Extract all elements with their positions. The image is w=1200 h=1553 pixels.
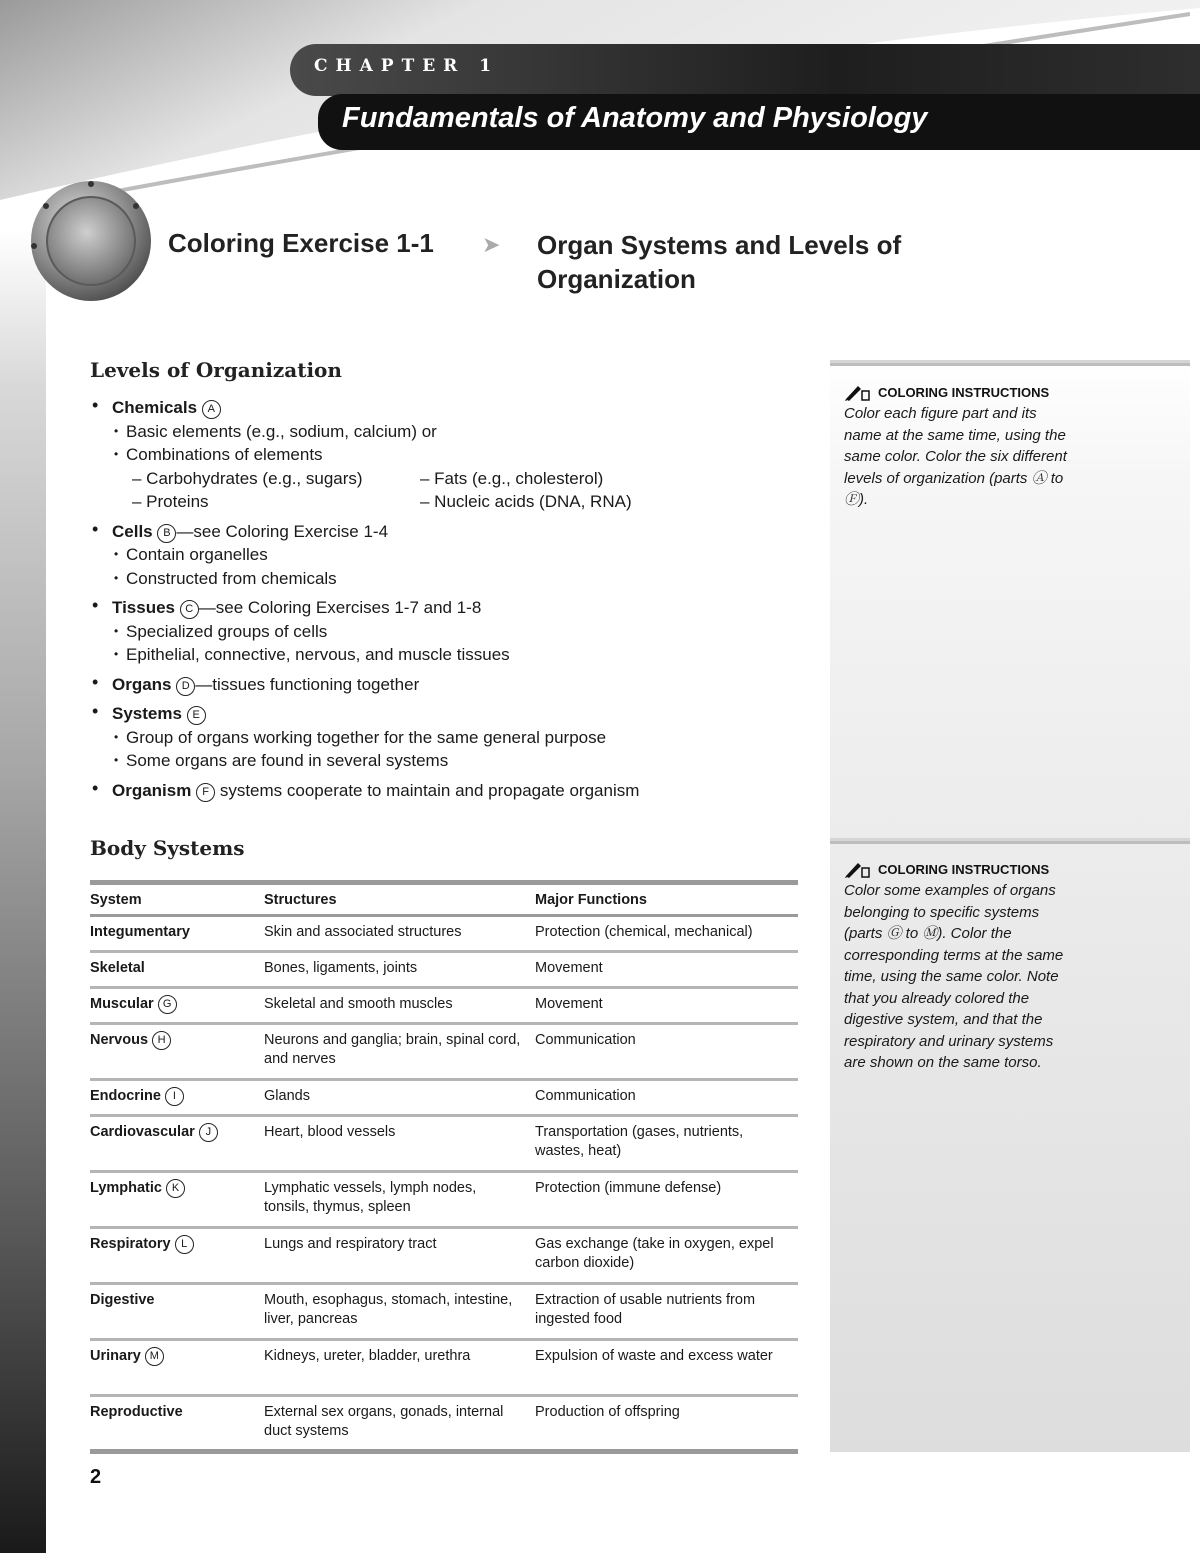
instructions-heading: COLORING INSTRUCTIONS xyxy=(878,861,1050,877)
letter-badge: D xyxy=(176,677,195,696)
exercise-arrow-icon: ➤ xyxy=(482,232,501,257)
table-row xyxy=(90,1284,798,1340)
level-name: Tissues xyxy=(112,598,176,617)
levels-list xyxy=(90,396,810,808)
level-detail: • Group of organs working together for the same general purpose xyxy=(112,726,810,750)
system-functions: Protection (chemical, mechanical) xyxy=(535,916,798,952)
letter-badge: A xyxy=(202,400,221,419)
level-name: Systems xyxy=(112,704,182,723)
system-name: Cardiovascular xyxy=(90,1124,195,1140)
level-note: —tissues functioning together xyxy=(195,674,420,694)
pencil-icon xyxy=(844,860,870,878)
column-header: System xyxy=(90,885,264,916)
level-detail: • Some organs are found in several systems xyxy=(112,749,810,773)
table-row xyxy=(90,1396,798,1452)
table-row xyxy=(90,1340,798,1396)
level-organism xyxy=(90,779,810,803)
level-detail: • Basic elements (e.g., sodium, calcium) or xyxy=(112,420,810,444)
level-name: Organism xyxy=(112,780,192,800)
table-row xyxy=(90,988,798,1024)
letter-badge: M xyxy=(145,1347,164,1366)
chapter-label: CHAPTER 1 xyxy=(314,56,500,76)
body-systems-heading: Body Systems xyxy=(90,836,245,860)
system-functions: Movement xyxy=(535,952,798,988)
system-name: Nervous xyxy=(90,1032,149,1048)
system-functions: Communication xyxy=(535,1024,798,1080)
letter-badge: H xyxy=(152,1031,171,1050)
table-row xyxy=(90,916,798,952)
level-detail: • Constructed from chemicals xyxy=(112,567,810,591)
system-structures: Skin and associated structures xyxy=(264,916,535,952)
level-detail: • Contain organelles xyxy=(112,543,810,567)
system-functions: Gas exchange (take in oxygen, expel carbon dioxide) xyxy=(535,1228,798,1284)
system-structures: Mouth, esophagus, stomach, intestine, liver, pancreas xyxy=(264,1284,535,1340)
level-name: Cells xyxy=(112,521,153,541)
orb-icon xyxy=(26,176,156,306)
level-note: —see Coloring Exercise 1-4 xyxy=(176,521,389,541)
system-structures: Skeletal and smooth muscles xyxy=(264,988,535,1024)
table-row xyxy=(90,1116,798,1172)
system-structures: External sex organs, gonads, internal duct systems xyxy=(264,1396,535,1452)
coloring-instructions-1 xyxy=(844,383,1074,511)
system-functions: Movement xyxy=(535,988,798,1024)
letter-badge: G xyxy=(158,995,177,1014)
level-note: systems cooperate to maintain and propagate organism xyxy=(215,780,640,800)
system-name: Digestive xyxy=(90,1292,155,1308)
system-structures: Lymphatic vessels, lymph nodes, tonsils, thymus, spleen xyxy=(264,1172,535,1228)
system-name: Urinary xyxy=(90,1348,141,1364)
level-name: Organs xyxy=(112,674,172,694)
level-chemicals xyxy=(90,396,810,514)
system-structures: Glands xyxy=(264,1080,535,1116)
system-name: Endocrine xyxy=(90,1088,161,1104)
table-row xyxy=(90,1228,798,1284)
level-note: —see Coloring Exercises 1-7 and 1-8 xyxy=(198,598,482,617)
left-edge-gradient-bar xyxy=(0,230,46,1553)
letter-badge: E xyxy=(187,706,206,725)
table-row xyxy=(90,1024,798,1080)
level-organs xyxy=(90,673,810,697)
instructions-text: Color some examples of organs belonging to specific systems (parts Ⓖ to Ⓜ). Color the corresponding terms at the same time, using the same color. Note that you already colored the digestive system, and that the respiratory and urinary systems are shown on the same torso. xyxy=(844,882,1064,1071)
system-name: Reproductive xyxy=(90,1404,183,1420)
body-systems-table xyxy=(90,880,798,1454)
level-detail: • Epithelial, connective, nervous, and muscle tissues xyxy=(112,643,810,667)
exercise-label: Coloring Exercise 1-1 xyxy=(168,228,434,258)
system-structures: Bones, ligaments, joints xyxy=(264,952,535,988)
dash-item: – Fats (e.g., cholesterol) xyxy=(420,468,604,488)
table-row xyxy=(90,1172,798,1228)
exercise-title: Organ Systems and Levels of Organization xyxy=(537,230,902,294)
sidebar-rule-1 xyxy=(830,360,1190,366)
level-systems xyxy=(90,702,810,773)
letter-badge: C xyxy=(180,600,199,619)
levels-heading: Levels of Organization xyxy=(90,358,342,382)
system-structures: Lungs and respiratory tract xyxy=(264,1228,535,1284)
letter-badge: J xyxy=(199,1123,218,1142)
dash-item: – Proteins xyxy=(132,492,209,511)
system-name: Muscular xyxy=(90,996,154,1012)
sidebar-rule-2 xyxy=(830,838,1190,844)
system-functions: Protection (immune defense) xyxy=(535,1172,798,1228)
page-number: 2 xyxy=(90,1466,102,1488)
letter-badge: L xyxy=(175,1235,194,1254)
column-header: Structures xyxy=(264,885,535,916)
system-functions: Communication xyxy=(535,1080,798,1116)
system-functions: Transportation (gases, nutrients, wastes, heat) xyxy=(535,1116,798,1172)
table-row xyxy=(90,952,798,988)
table-header-row xyxy=(90,885,798,916)
column-header: Major Functions xyxy=(535,885,798,916)
level-name: Chemicals xyxy=(112,398,198,417)
system-functions: Production of offspring xyxy=(535,1396,798,1452)
dash-item: – Carbohydrates (e.g., sugars) xyxy=(132,468,363,488)
system-functions: Extraction of usable nutrients from ingested food xyxy=(535,1284,798,1340)
system-structures: Heart, blood vessels xyxy=(264,1116,535,1172)
table-row xyxy=(90,1080,798,1116)
system-functions: Expulsion of waste and excess water xyxy=(535,1340,798,1396)
level-detail: • Specialized groups of cells xyxy=(112,620,810,644)
coloring-instructions-2 xyxy=(844,860,1074,1074)
system-name: Respiratory xyxy=(90,1236,171,1252)
level-detail: • Combinations of elements xyxy=(112,443,810,467)
system-name: Skeletal xyxy=(90,960,145,976)
letter-badge: F xyxy=(196,783,215,802)
dash-item: – Nucleic acids (DNA, RNA) xyxy=(420,492,632,511)
system-name: Integumentary xyxy=(90,924,190,940)
system-name: Lymphatic xyxy=(90,1180,162,1196)
pencil-icon xyxy=(844,383,870,401)
letter-badge: K xyxy=(166,1179,185,1198)
system-structures: Kidneys, ureter, bladder, urethra xyxy=(264,1340,535,1396)
letter-badge: B xyxy=(157,524,176,543)
level-cells xyxy=(90,520,810,591)
system-structures: Neurons and ganglia; brain, spinal cord, and nerves xyxy=(264,1024,535,1080)
level-tissues xyxy=(90,596,810,667)
instructions-heading: COLORING INSTRUCTIONS xyxy=(878,384,1050,400)
letter-badge: I xyxy=(165,1087,184,1106)
chapter-title: Fundamentals of Anatomy and Physiology xyxy=(342,102,928,134)
instructions-text: Color each figure part and its name at the same time, using the same color. Color the six different levels of organization (parts Ⓐ to Ⓕ). xyxy=(844,405,1067,508)
